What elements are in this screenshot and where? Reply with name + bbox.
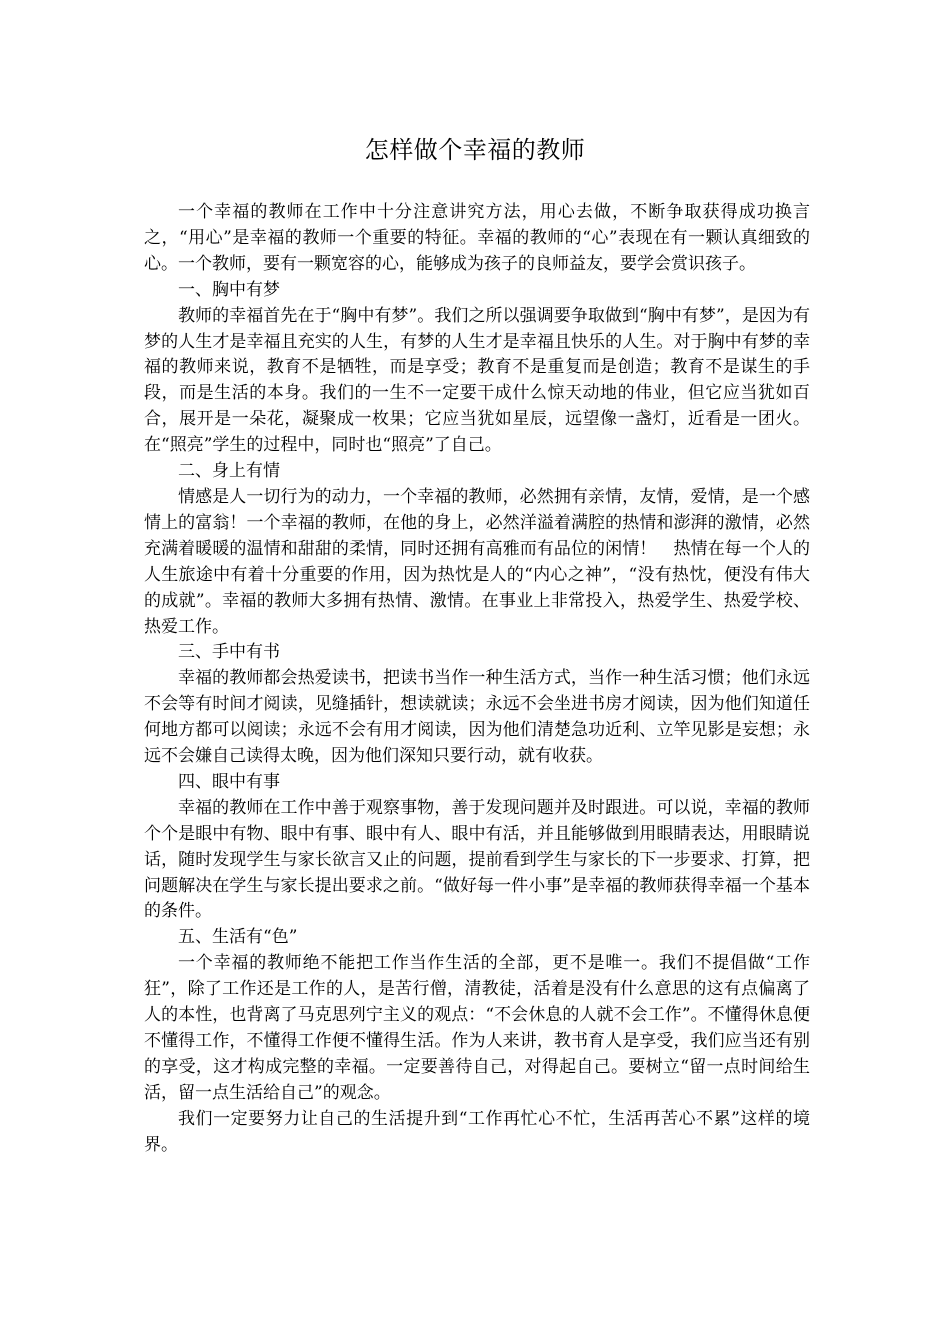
body-paragraph: 教师的幸福首先在于“胸中有梦”。我们之所以强调要争取做到“胸中有梦”，是因为有梦的人生才是幸福且充实的人生，有梦的人生才是幸福且快乐的人生。对于胸中有梦的幸福的教师来说，教育不是牺牲，而是享受；教育不是重复而是创造；教育不是谋生的手段，而是生活的本身。我们的一生不一定要干成什么惊天动地的伟业，但它应当犹如百合，展开是一朵花，凝聚成一枚果；它应当犹如星辰，远望像一盏灯，近看是一团火。在“照亮”学生的过程中，同时也“照亮”了自己。	[144, 305, 810, 456]
closing-paragraph: 我们一定要努力让自己的生活提升到“工作再忙心不忙，生活再苦心不累”这样的境界。	[144, 1108, 810, 1155]
document-body	[144, 200, 810, 1159]
body-paragraph: 一个幸福的教师绝不能把工作当作生活的全部，更不是唯一。我们不提倡做“工作狂”，除了工作还是工作的人，是苦行僧，清教徒，活着是没有什么意思的这有点偏离了人的本性，也背离了马克思列宁主义的观点：“不会休息的人就不会工作”。不懂得休息便不懂得工作，不懂得工作便不懂得生活。作为人来讲，教书育人是享受，我们应当还有别的享受，这才构成完整的幸福。一定要善待自己，对得起自己。要树立“留一点时间给生活，留一点生活给自己”的观念。	[144, 953, 810, 1103]
section-heading: 五、生活有“色”	[178, 927, 298, 948]
section-heading: 二、身上有情	[178, 461, 280, 482]
intro-paragraph: 一个幸福的教师在工作中十分注意讲究方法，用心去做，不断争取获得成功换言之，“用心”是幸福的教师一个重要的特征。幸福的教师的“心”表现在有一颗认真细致的心。一个教师，要有一颗宽容的心，能够成为孩子的良师益友，要学会赏识孩子。	[144, 202, 810, 274]
section-heading: 四、眼中有事	[178, 771, 280, 792]
document-title: 怎样做个幸福的教师	[364, 136, 586, 164]
section-heading: 三、手中有书	[178, 642, 280, 663]
body-paragraph: 幸福的教师都会热爱读书，把读书当作一种生活方式，当作一种生活习惯；他们永远不会等有时间才阅读，见缝插针，想读就读；永远不会坐进书房才阅读，因为他们知道任何地方都可以阅读；永远不会有用才阅读，因为他们清楚急功近利、立竿见影是妄想；永远不会嫌自己读得太晚，因为他们深知只要行动，就有收获。	[144, 668, 810, 767]
body-paragraph: 幸福的教师在工作中善于观察事物，善于发现问题并及时跟进。可以说，幸福的教师个个是眼中有物、眼中有事、眼中有人、眼中有活，并且能够做到用眼睛表达，用眼睛说话，随时发现学生与家长欲言又止的问题，提前看到学生与家长的下一步要求、打算，把问题解决在学生与家长提出要求之前。“做好每一件小事”是幸福的教师获得幸福一个基本的条件。	[144, 797, 810, 922]
body-paragraph: 情感是人一切行为的动力，一个幸福的教师，必然拥有亲情，友情，爱情，是一个感情上的富翁！一个幸福的教师，在他的身上，必然洋溢着满腔的热情和澎湃的激情，必然充满着暖暖的温情和甜甜的柔情，同时还拥有高雅而有品位的闲情！ 热情在每一个人的人生旅途中有着十分重要的作用，因为热忱是人的“内心之神”，“没有热忱，便没有伟大的成就”。幸福的教师大多拥有热情、激情。在事业上非常投入，热爱学生、热爱学校、热爱工作。	[144, 486, 810, 637]
section-heading: 一、胸中有梦	[178, 279, 280, 300]
